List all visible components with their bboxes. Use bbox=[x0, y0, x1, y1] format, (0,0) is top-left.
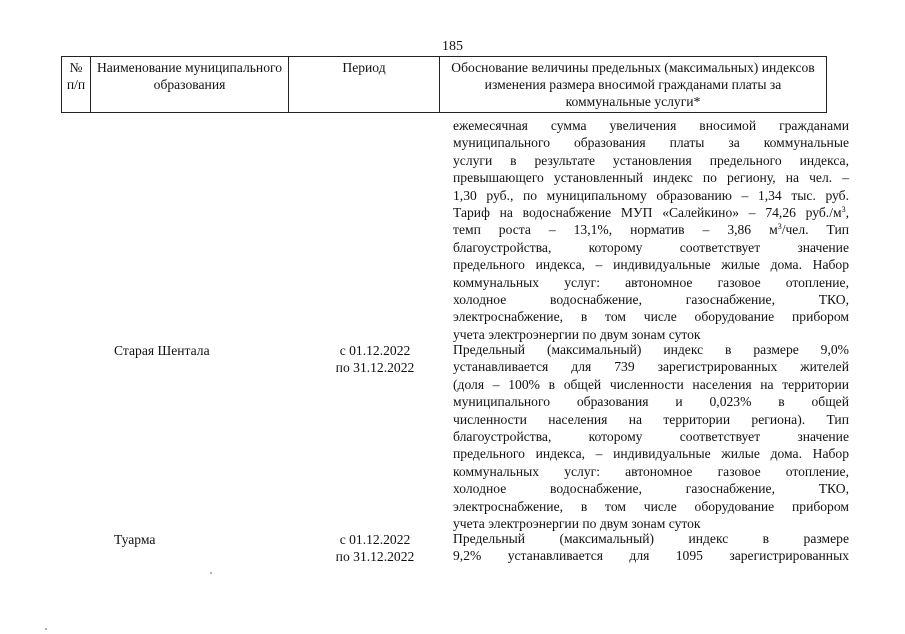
text-line: благоустройства, которому соответствует значение bbox=[453, 239, 849, 255]
period-to: по 31.12.2022 bbox=[335, 549, 415, 565]
page-number: 185 bbox=[442, 39, 463, 54]
row-name-tuarma: Туарма bbox=[114, 532, 156, 547]
scan-speck bbox=[210, 572, 212, 574]
header-col-number: № п/п bbox=[62, 57, 91, 113]
text-line: муниципального образования и 0,023% в общей bbox=[453, 394, 849, 410]
text-line: предельного индекса, – индивидуальные жилые дома. Набор bbox=[453, 446, 849, 462]
text-line: благоустройства, которому соответствует значение bbox=[453, 428, 849, 444]
table-header bbox=[61, 56, 827, 113]
row-reason-staraya-shentala bbox=[453, 341, 849, 532]
text-line: электроснабжение, в том числе оборудование прибором bbox=[453, 309, 849, 325]
text-line: 1,30 руб., по муниципальному образованию – 1,34 тыс. руб. bbox=[453, 187, 849, 203]
row-period-staraya-shentala bbox=[325, 342, 425, 377]
text-line: Предельный (максимальный) индекс в размере 9,0% bbox=[453, 342, 849, 357]
period-from: с 01.12.2022 bbox=[339, 343, 411, 358]
row-reason-tuarma bbox=[453, 530, 849, 565]
text-line: (доля – 100% в общей численности населения на территории bbox=[453, 376, 849, 392]
text-line: численности населения на территории региона). Тип bbox=[453, 411, 849, 427]
text-line: учета электроэнергии по двум зонам суток bbox=[453, 326, 701, 342]
text-line: учета электроэнергии по двум зонам суток bbox=[453, 515, 701, 531]
text-line: услуги в результате установления предельного индекса, bbox=[453, 152, 849, 168]
header-col-name: Наименование муниципального образования bbox=[91, 57, 289, 113]
text-line: 9,2% устанавливается для 1095 зарегистрированных bbox=[453, 548, 849, 564]
text-line: коммунальных услуг: автономное газовое отопление, bbox=[453, 274, 849, 290]
continuation-text bbox=[453, 117, 849, 343]
period-to: по 31.12.2022 bbox=[335, 360, 415, 376]
text-line: Тариф на водоснабжение МУП «Салейкино» – 74,26 $руб./м^3$, bbox=[453, 204, 849, 220]
header-col-reason: Обоснование величины предельных (максимальных) индексов изменения размера вносимой гражданами платы за коммунальные услуги* bbox=[440, 57, 827, 113]
scan-speck bbox=[45, 628, 47, 630]
text-line: холодное водоснабжение, газоснабжение, ТКО, bbox=[453, 291, 849, 307]
row-period-tuarma bbox=[325, 531, 425, 566]
text-line: коммунальных услуг: автономное газовое отопление, bbox=[453, 463, 849, 479]
header-col-period: Период bbox=[289, 57, 440, 113]
text-line: темп роста – 13,1%, норматив – 3,86 $м^3$/чел. Тип bbox=[453, 222, 849, 238]
text-line: муниципального образования платы за коммунальные bbox=[453, 135, 849, 151]
row-name-staraya-shentala: Старая Шентала bbox=[114, 343, 210, 358]
text-line: Предельный (максимальный) индекс в размере bbox=[453, 531, 849, 546]
text-line: предельного индекса, – индивидуальные жилые дома. Набор bbox=[453, 257, 849, 273]
period-from: с 01.12.2022 bbox=[339, 532, 411, 547]
text-line: устанавливается для 739 зарегистрированных жителей bbox=[453, 359, 849, 375]
text-line: электроснабжение, в том числе оборудование прибором bbox=[453, 498, 849, 514]
text-line: превышающего установленный индекс по региону, на чел. – bbox=[453, 170, 849, 186]
text-line: холодное водоснабжение, газоснабжение, ТКО, bbox=[453, 481, 849, 497]
text-line: ежемесячная сумма увеличения вносимой гражданами bbox=[453, 118, 849, 133]
